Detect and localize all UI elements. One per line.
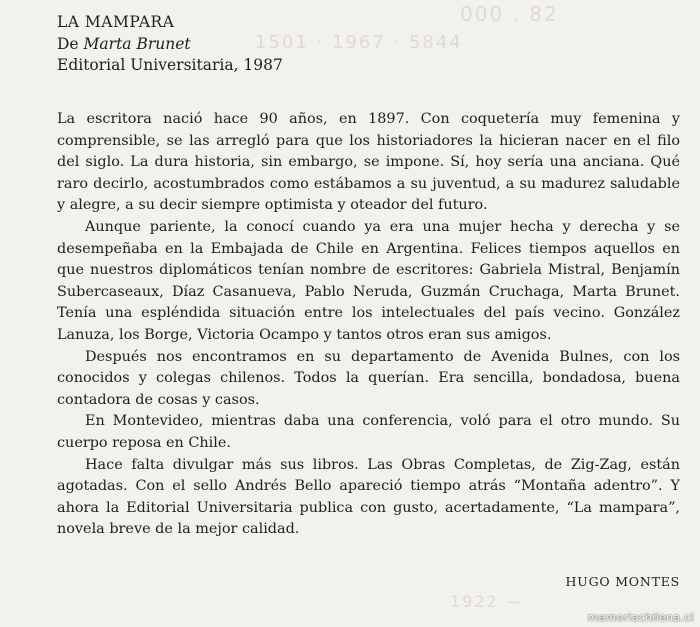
author-prefix: De (57, 34, 79, 53)
book-author-line (57, 34, 617, 56)
paragraph-2: Aunque pariente, la conocí cuando ya era una mujer hecha y derecha y se desempeñaba en la Embajada de Chile en Argentina. Felices tiempos aquellos en que nuestros diplomáticos tenían nombre de escritores: Gabriela Mistral, Benjamín Subercaseaux, Díaz Casanueva, Pablo Neruda, Guzmán Cruchaga, Marta Brunet. Tenía una espléndida situación entre los intelectuales del país vecino. González Lanuza, los Borge, Victoria Ocampo y tantos otros eran sus amigos. (57, 218, 680, 343)
watermark: memoriachilena.cl (587, 611, 694, 624)
book-title: LA MAMPARA (57, 13, 175, 31)
paragraph-4: En Montevideo, mientras daba una conferencia, voló para el otro mundo. Su cuerpo reposa en Chile. (57, 413, 680, 451)
ghost-handwriting: 1922 — (450, 592, 524, 611)
paragraph-3: Después nos encontramos en su departamento de Avenida Bulnes, con los conocidos y colegas chilenos. Todos la querían. Era sencilla, bondadosa, buena contadora de cosas y casos. (57, 348, 680, 408)
paragraph-1: La escritora nació hace 90 años, en 1897. Con coquetería muy femenina y comprensible, se las arregló para que los historiadores la hicieran nacer en el filo del siglo. La dura historia, sin embargo, se impone. Sí, hoy sería una anciana. Qué raro decirlo, acostumbrados como estábamos a su juventud, a su madurez saludable y alegre, a su decir siempre optimista y oteador del futuro. (57, 111, 680, 214)
ghost-handwriting: 000 . 82 (460, 2, 559, 26)
book-header (57, 12, 617, 77)
book-publisher: Editorial Universitaria, 1987 (57, 56, 283, 74)
review-body (57, 109, 680, 541)
book-author: Marta Brunet (83, 34, 191, 53)
paragraph-5: Hace falta divulgar más sus libros. Las Obras Completas, de Zig-Zag, están agotadas. Con el sello Andrés Bello apareció tiempo atrás “Montaña adentro”. Y ahora la Editorial Universitaria publica con gusto, acertadamente, “La mampara”, novela breve de la mejor calidad. (57, 456, 680, 538)
signature: HUGO MONTES (565, 574, 680, 589)
ghost-handwriting: 1501 · 1967 · 5844 (255, 32, 463, 53)
